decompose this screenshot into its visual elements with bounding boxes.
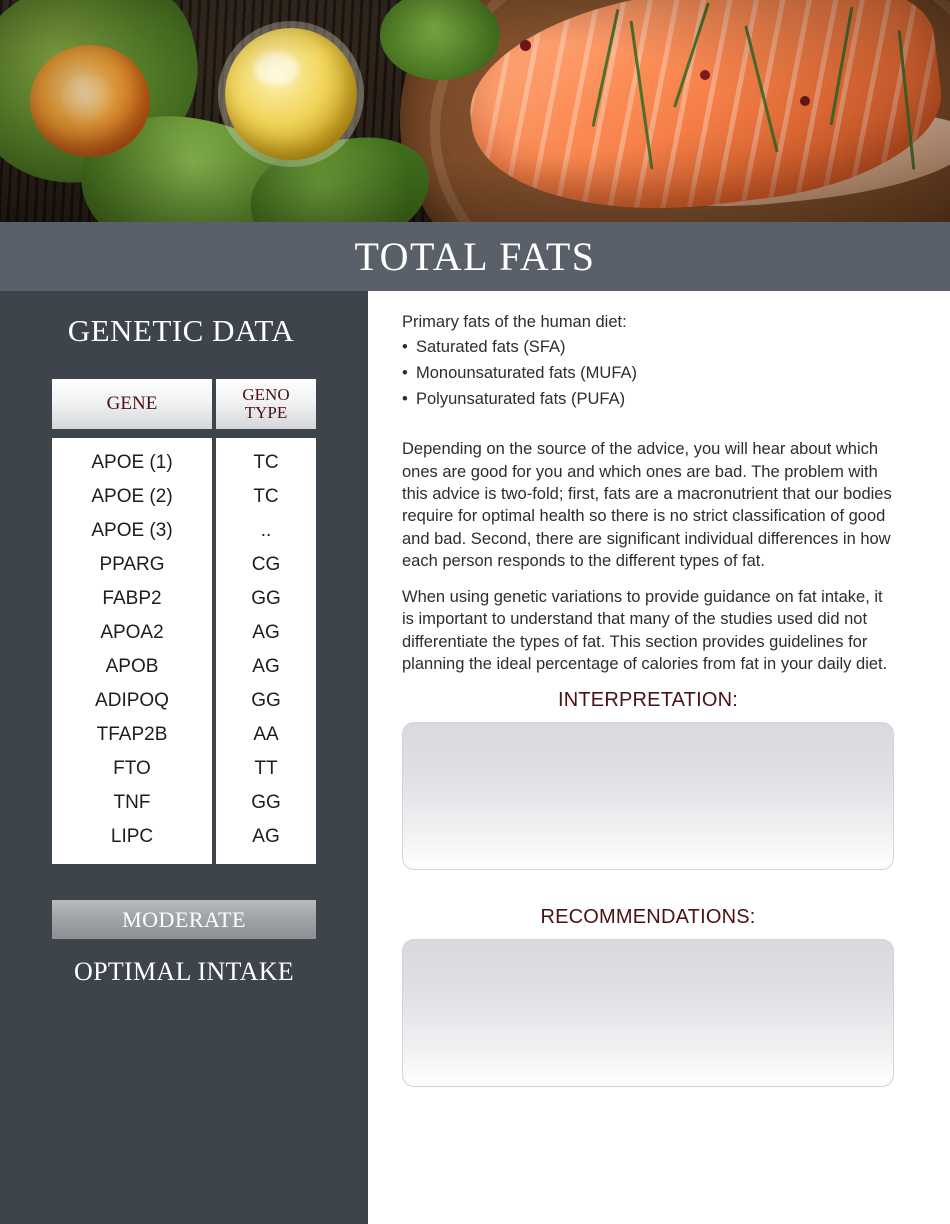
- page-title-band: [0, 222, 950, 291]
- genotype-column: [216, 438, 316, 864]
- paragraph-2: When using genetic variations to provide guidance on fat intake, it is important to understand that many of the studies used did not differentiate the types of fat. This section provides guidelines for planning the ideal percentage of calories from fat in your daily diet.: [402, 588, 888, 673]
- gene-table-header: [52, 379, 316, 429]
- table-row: PPARG: [99, 554, 165, 575]
- sidebar-heading: GENETIC DATA: [67, 313, 295, 348]
- table-row: GG: [251, 690, 281, 711]
- recommendations-panel: [402, 939, 894, 1087]
- lead-text: Primary fats of the human diet:: [402, 313, 627, 331]
- paragraph-1: Depending on the source of the advice, you will hear about which ones are good for you and which ones are bad. The problem with this advice is two-fold; first, fats are a macronutrient that our bodies require for optimal health so there is no strict classification of good and bad. Second, there are significant individual differences in how each person responds to the different types of fat.: [402, 440, 892, 570]
- status-badge: MODERATE: [52, 900, 316, 939]
- table-row: AG: [252, 622, 280, 643]
- table-row: APOE (1): [91, 452, 173, 473]
- recommendations-title: RECOMMENDATIONS:: [540, 906, 756, 929]
- table-row: GG: [251, 792, 281, 813]
- table-row: APOA2: [100, 622, 164, 643]
- table-row: APOE (2): [91, 486, 173, 507]
- interpretation-title: INTERPRETATION:: [557, 689, 739, 712]
- gene-table-body: [52, 438, 316, 864]
- table-row: ..: [260, 520, 272, 541]
- hero-vignette: [0, 0, 950, 222]
- table-row: TT: [254, 758, 278, 779]
- table-row: TNF: [113, 792, 151, 813]
- column-header-genotype-line1: GENO: [242, 385, 290, 405]
- table-row: AA: [253, 724, 279, 745]
- content-column: [368, 291, 950, 1224]
- table-row: GG: [251, 588, 281, 609]
- column-header-genotype-line2: TYPE: [244, 403, 288, 422]
- table-row: LIPC: [110, 826, 154, 847]
- list-item: • Saturated fats (SFA): [402, 335, 894, 361]
- hero-illustration: [0, 0, 950, 222]
- column-header-gene: GENE: [52, 379, 212, 429]
- hero-image: [0, 0, 950, 222]
- gene-name-column: [52, 438, 212, 864]
- interpretation-panel: [402, 722, 894, 870]
- table-row: CG: [251, 554, 281, 575]
- panel-spacer: [402, 870, 894, 894]
- body-container: [0, 291, 950, 1224]
- fat-types-list: [402, 335, 894, 412]
- gene-table: [52, 379, 316, 864]
- table-row: APOE (3): [91, 520, 173, 541]
- page-title: TOTAL FATS: [354, 234, 596, 279]
- table-row: FTO: [113, 758, 151, 779]
- table-row: APOB: [105, 656, 159, 677]
- table-row: TC: [253, 486, 279, 507]
- table-row: AG: [252, 826, 280, 847]
- optimal-intake-label: OPTIMAL INTAKE: [74, 957, 294, 986]
- list-item: • Polyunsaturated fats (PUFA): [402, 387, 894, 413]
- column-header-genotype: [216, 379, 316, 429]
- table-row: TC: [253, 452, 279, 473]
- table-row: ADIPOQ: [95, 690, 169, 711]
- table-row: TFAP2B: [96, 724, 168, 745]
- table-row: AG: [252, 656, 280, 677]
- list-item: • Monounsaturated fats (MUFA): [402, 361, 894, 387]
- genetic-data-sidebar: [0, 291, 368, 1224]
- table-row: FABP2: [102, 588, 162, 609]
